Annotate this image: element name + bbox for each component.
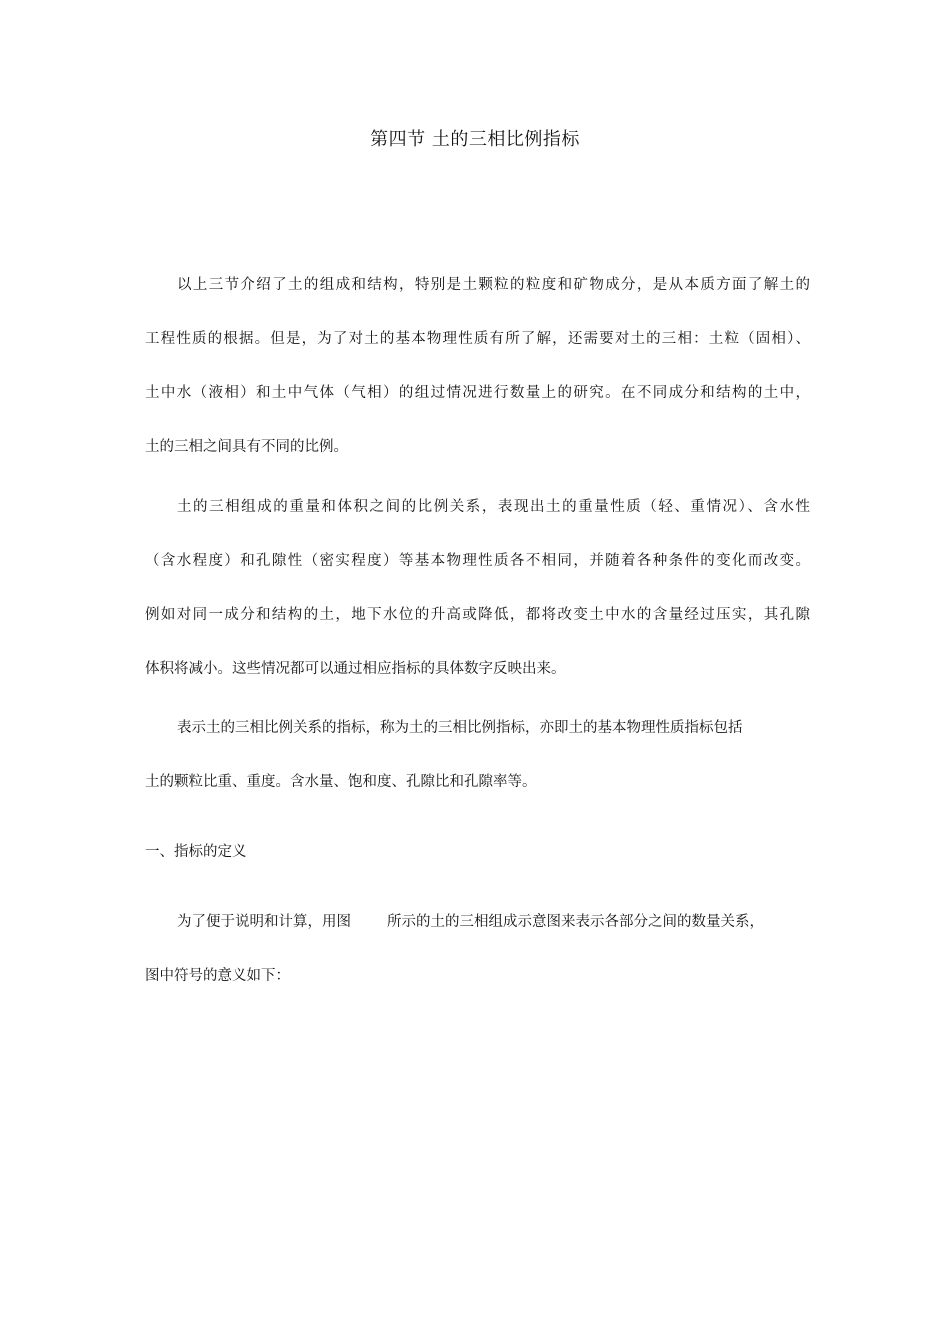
- paragraph-line: 表示土的三相比例关系的指标，称为土的三相比例指标，亦即土的基本物理性质指标包括: [177, 720, 743, 736]
- paragraph-intro: [145, 273, 810, 459]
- paragraph-line: 图中符号的意义如下：: [145, 968, 290, 984]
- paragraph-line: 以上三节介绍了土的组成和结构，特别是土颗粒的粒度和矿物成分，是从本质方面了解土的: [177, 277, 810, 293]
- paragraph-line: （含水程度）和孔隙性（密实程度）等基本物理性质各不相同，并随着各种条件的变化而改变。: [145, 553, 810, 569]
- paragraph-line: 土的三相之间具有不同的比例。: [145, 439, 348, 455]
- paragraph-line: 土的颗粒比重、重度。含水量、饱和度、孔隙比和孔隙率等。: [145, 774, 537, 790]
- paragraph-line: 土的三相组成的重量和体积之间的比例关系，表现出土的重量性质（轻、重情况）、含水性: [177, 499, 810, 515]
- paragraph-definition: [145, 910, 810, 988]
- paragraph-line: [145, 910, 810, 934]
- paragraph-relations: [145, 495, 810, 681]
- paragraph-line: 工程性质的根据。但是，为了对土的基本物理性质有所了解，还需要对土的三相：土粒（固相）、: [145, 331, 810, 347]
- text-segment: 为了便于说明和计算，用图: [177, 914, 351, 930]
- page-title: 第四节 土的三相比例指标: [370, 129, 580, 150]
- section-heading: 一、指标的定义: [145, 844, 247, 860]
- paragraph-line: 体积将减小。这些情况都可以通过相应指标的具体数字反映出来。: [145, 661, 566, 677]
- paragraph-line: 例如对同一成分和结构的土，地下水位的升高或降低，都将改变土中水的含量经过压实，其孔隙: [145, 607, 810, 623]
- text-segment: 所示的土的三相组成示意图来表示各部分之间的数量关系，: [387, 914, 764, 930]
- paragraph-indicators: [145, 716, 810, 794]
- paragraph-line: 土中水（液相）和土中气体（气相）的组过情况进行数量上的研究。在不同成分和结构的土中，: [145, 385, 810, 401]
